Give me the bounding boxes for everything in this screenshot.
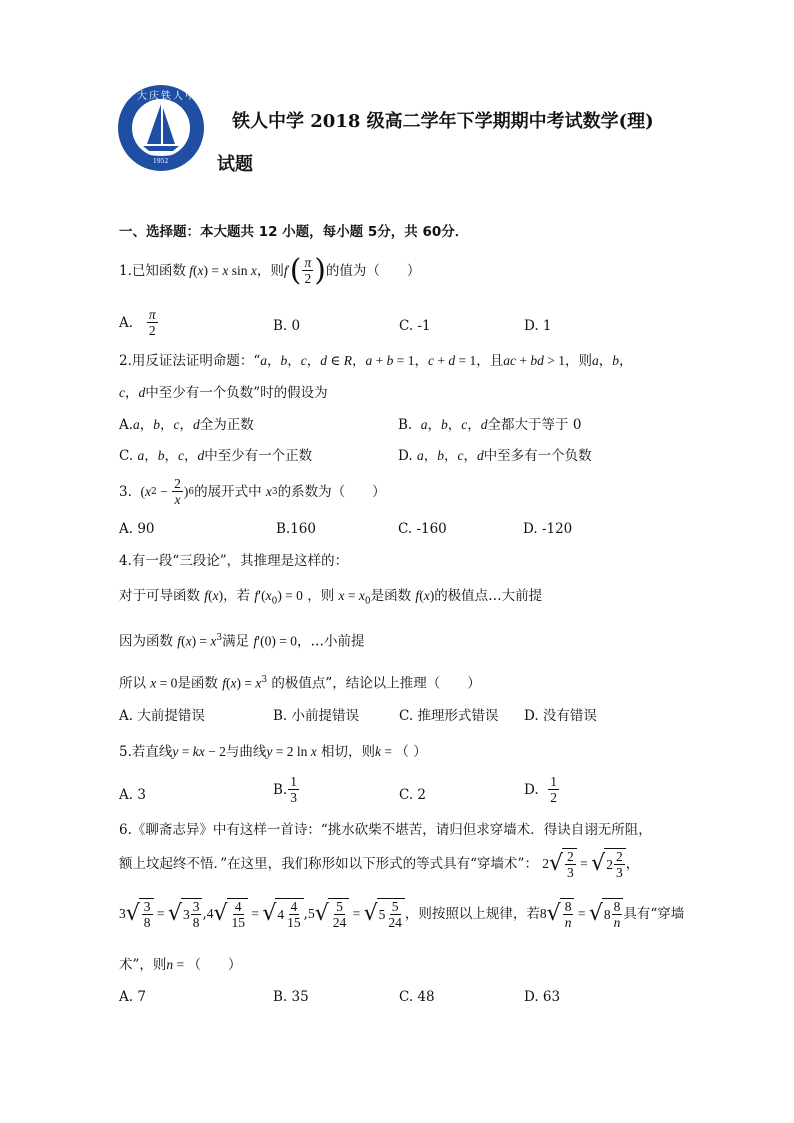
question-2-line1: 2.用反证法证明命题：“a，b，c，d ∈ R，a + b = 1，c + d = 1，且ac + bd > 1，则a，b， <box>119 353 633 369</box>
q1-option-a[interactable]: A. $\frac{\pi}{2}$ <box>119 307 156 338</box>
question-6-line1: 6.《聊斋志异》中有这样一首诗：“挑水砍柴不堪苦，请归但求穿墙术．得诀自诩无所阻， <box>119 822 652 838</box>
q2-option-b[interactable]: B. a，b，c，d全都大于等于 0 <box>398 417 582 433</box>
question-4-line1: 4.有一段“三段论”，其推理是这样的： <box>119 553 349 569</box>
q5-option-d[interactable]: D. $\frac{1}{2}$ <box>524 774 557 805</box>
question-6-line4: 术”，则n = （ ） <box>119 957 242 973</box>
q3-option-a[interactable]: A. 90 <box>119 521 155 537</box>
q4-option-a[interactable]: A. 大前提错误 <box>119 708 205 724</box>
q2-option-c[interactable]: C. a，b，c，d中至少有一个正数 <box>119 448 313 464</box>
q6-option-a[interactable]: A. 7 <box>119 989 146 1005</box>
page-title: 铁人中学 2018 级高二学年下学期期中考试数学(理) <box>232 111 654 132</box>
q5-option-b[interactable]: B. $\frac{1}{3}$ <box>273 774 297 805</box>
question-4-line2: 对于可导函数 f(x)，若 $f'(x_0) = 0$ ，则 $x = x_0$是函数 f(x)的极值点…大前提 <box>119 588 543 607</box>
q1-option-b[interactable]: B. 0 <box>273 318 301 334</box>
question-2-line2: c，d中至少有一个负数”时的假设为 <box>119 385 328 401</box>
q3-option-d[interactable]: D. -120 <box>523 521 573 537</box>
q4-option-c[interactable]: C. 推理形式错误 <box>399 708 499 724</box>
q4-option-b[interactable]: B. 小前提错误 <box>273 708 360 724</box>
q3-option-b[interactable]: B.160 <box>276 521 316 537</box>
page-title-cont: 试题 <box>217 154 253 175</box>
logo-year: 1952 <box>153 158 169 165</box>
q5-option-a[interactable]: A. 3 <box>119 787 146 803</box>
q2-option-a[interactable]: A.a，b，c，d全为正数 <box>119 417 254 433</box>
q6-option-b[interactable]: B. 35 <box>273 989 309 1005</box>
question-1: 1.已知函数 f ( x ) = x sin x ，则 f ′ ( $\frac{\pi}{2}$ ) 的值为（ ） <box>119 252 421 288</box>
section-header: 一、选择题：本大题共 12 小题，每小题 5分，共 60分． <box>119 224 469 240</box>
q4-option-d[interactable]: D. 没有错误 <box>524 708 597 724</box>
q1-option-c[interactable]: C. -1 <box>399 318 431 334</box>
question-6-line3: 3 √ $\frac{3}{8}$ = √ 3 $\frac{3}{8}$ , 4 √ $\frac{4}{15}$ = √ 4 $\frac{4}{15}$ , 5 √ $\frac{5}{24}$ = √ 5 $\frac{5}{24}$ ，则按照以上规律，若 8 √ $\frac{8}{n}$ = √ 8 $\frac{8}{n}$ 具有“穿墙 <box>119 899 685 930</box>
q6-option-d[interactable]: D. 63 <box>524 989 561 1005</box>
question-5: 5.若直线y = kx − 2与曲线y = 2 ln x 相切，则k = （ ） <box>119 744 427 760</box>
question-6-line2: 额上坟起终不悟．”在这里，我们称形如以下形式的等式具有“穿墙术”： 2 √ $\frac{2}{3}$ = √ 2 $\frac{2}{3}$ ， <box>119 849 640 880</box>
question-3: 3. ( x 2 − $\frac{2}{x}$ ) 6 的展开式中 x 3 的系数为（ ） <box>119 476 386 507</box>
question-4-line4: 所以 x = 0是函数 $f(x) = x^3$ 的极值点”，结论以上推理（ ） <box>119 675 481 692</box>
logo-top-text: 大庆铁人中学 <box>137 91 209 102</box>
q6-option-c[interactable]: C. 48 <box>399 989 435 1005</box>
q5-option-c[interactable]: C. 2 <box>399 787 427 803</box>
question-4-line3: 因为函数 $f(x) = x^3$满足 f′(0) = 0，…小前提 <box>119 633 365 650</box>
q2-option-d[interactable]: D. a，b，c，d中至多有一个负数 <box>398 448 592 464</box>
q1-option-d[interactable]: D. 1 <box>524 318 552 334</box>
q3-option-c[interactable]: C. -160 <box>398 521 447 537</box>
school-logo <box>117 84 209 172</box>
